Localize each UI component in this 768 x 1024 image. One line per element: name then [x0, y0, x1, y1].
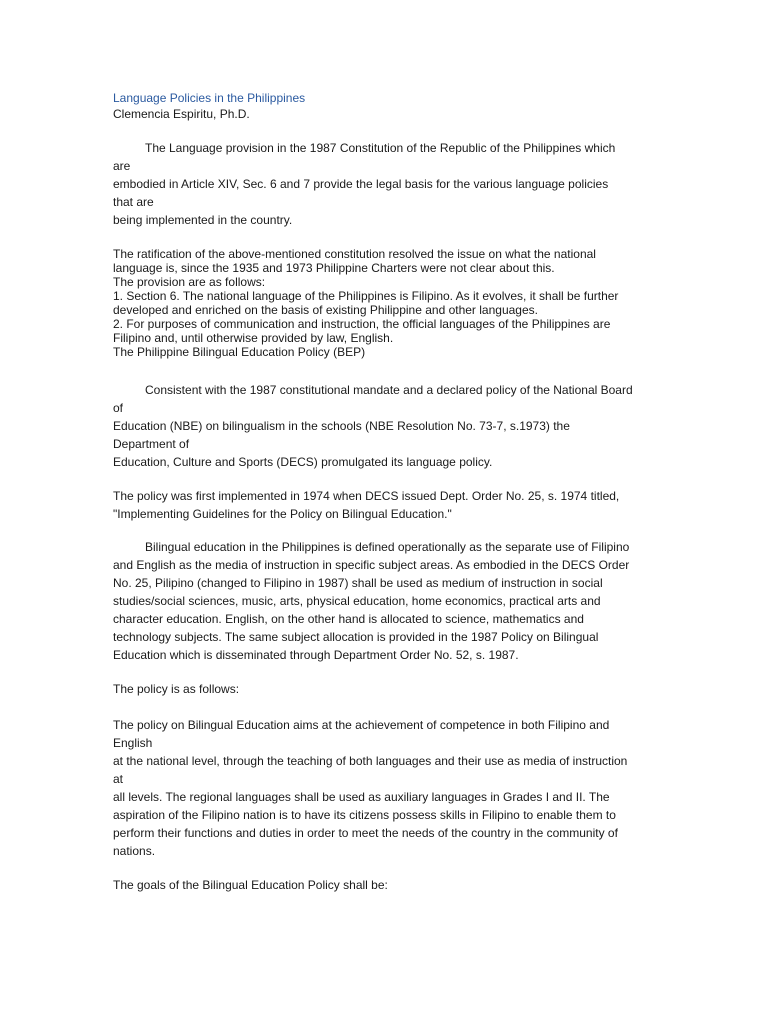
- section-heading: The Philippine Bilingual Education Policy (BEP): [113, 345, 366, 359]
- paragraph-5: [113, 538, 658, 664]
- text-line: The policy is as follows:: [113, 682, 240, 696]
- text-line: perform their functions and duties in order to meet the needs of the country in the community of: [113, 826, 618, 840]
- document-title: Language Policies in the Philippines: [113, 91, 306, 105]
- document-author: Clemencia Espiritu, Ph.D.: [113, 107, 250, 121]
- text-line: Education which is disseminated through Department Order No. 52, s. 1987.: [113, 648, 519, 662]
- text-line: Consistent with the 1987 constitutional mandate and a declared policy of the National Board: [145, 383, 633, 397]
- text-line: Department of: [113, 437, 190, 451]
- text-line: being implemented in the country.: [113, 213, 293, 227]
- text-line: The provision are as follows:: [113, 275, 266, 289]
- text-line: The ratification of the above-mentioned constitution resolved the issue on what the national: [113, 247, 596, 261]
- text-line: English: [113, 736, 153, 750]
- text-line: at the national level, through the teaching of both languages and their use as media of instruction: [113, 754, 628, 768]
- paragraph-7: [113, 716, 658, 860]
- text-line: embodied in Article XIV, Sec. 6 and 7 provide the legal basis for the various language policies: [113, 177, 609, 191]
- text-line: The Language provision in the 1987 Constitution of the Republic of the Philippines which: [145, 141, 616, 155]
- text-line: technology subjects. The same subject allocation is provided in the 1987 Policy on Bilingual: [113, 630, 599, 644]
- text-line: "Implementing Guidelines for the Policy on Bilingual Education.": [113, 507, 452, 521]
- text-line: nations.: [113, 844, 156, 858]
- text-line: at: [113, 772, 124, 786]
- text-line: Education (NBE) on bilingualism in the schools (NBE Resolution No. 73-7, s.1973) the: [113, 419, 570, 433]
- paragraph-4: [113, 487, 658, 523]
- text-line: Filipino and, until otherwise provided by law, English.: [113, 331, 394, 345]
- text-line: aspiration of the Filipino nation is to have its citizens possess skills in Filipino to enable them to: [113, 808, 616, 822]
- text-line: and English as the media of instruction in specific subject areas. As embodied in the DECS Order: [113, 558, 630, 572]
- text-line: developed and enriched on the basis of existing Philippine and other languages.: [113, 303, 538, 317]
- text-line: language is, since the 1935 and 1973 Philippine Charters were not clear about this.: [113, 261, 555, 275]
- text-line: all levels. The regional languages shall be used as auxiliary languages in Grades I and II. The: [113, 790, 610, 804]
- paragraph-3: [113, 381, 658, 471]
- paragraph-8: [113, 876, 658, 894]
- text-line: 2. For purposes of communication and instruction, the official languages of the Philippines are: [113, 317, 611, 331]
- paragraph-2: [113, 247, 658, 359]
- text-line: Bilingual education in the Philippines is defined operationally as the separate use of Filipino: [145, 540, 630, 554]
- paragraph-6: [113, 680, 658, 698]
- text-line: studies/social sciences, music, arts, physical education, home economics, practical arts and: [113, 594, 601, 608]
- text-line: Education, Culture and Sports (DECS) promulgated its language policy.: [113, 455, 493, 469]
- text-line: of: [113, 401, 124, 415]
- text-line: character education. English, on the other hand is allocated to science, mathematics and: [113, 612, 584, 626]
- text-line: The goals of the Bilingual Education Policy shall be:: [113, 878, 388, 892]
- text-line: The policy was first implemented in 1974 when DECS issued Dept. Order No. 25, s. 1974 titled,: [113, 489, 620, 503]
- text-line: that are: [113, 195, 154, 209]
- text-line: are: [113, 159, 131, 173]
- text-line: No. 25, Pilipino (changed to Filipino in 1987) shall be used as medium of instruction in social: [113, 576, 603, 590]
- text-line: 1. Section 6. The national language of the Philippines is Filipino. As it evolves, it shall be further: [113, 289, 619, 303]
- paragraph-1: [113, 139, 658, 229]
- text-line: The policy on Bilingual Education aims at the achievement of competence in both Filipino and: [113, 718, 610, 732]
